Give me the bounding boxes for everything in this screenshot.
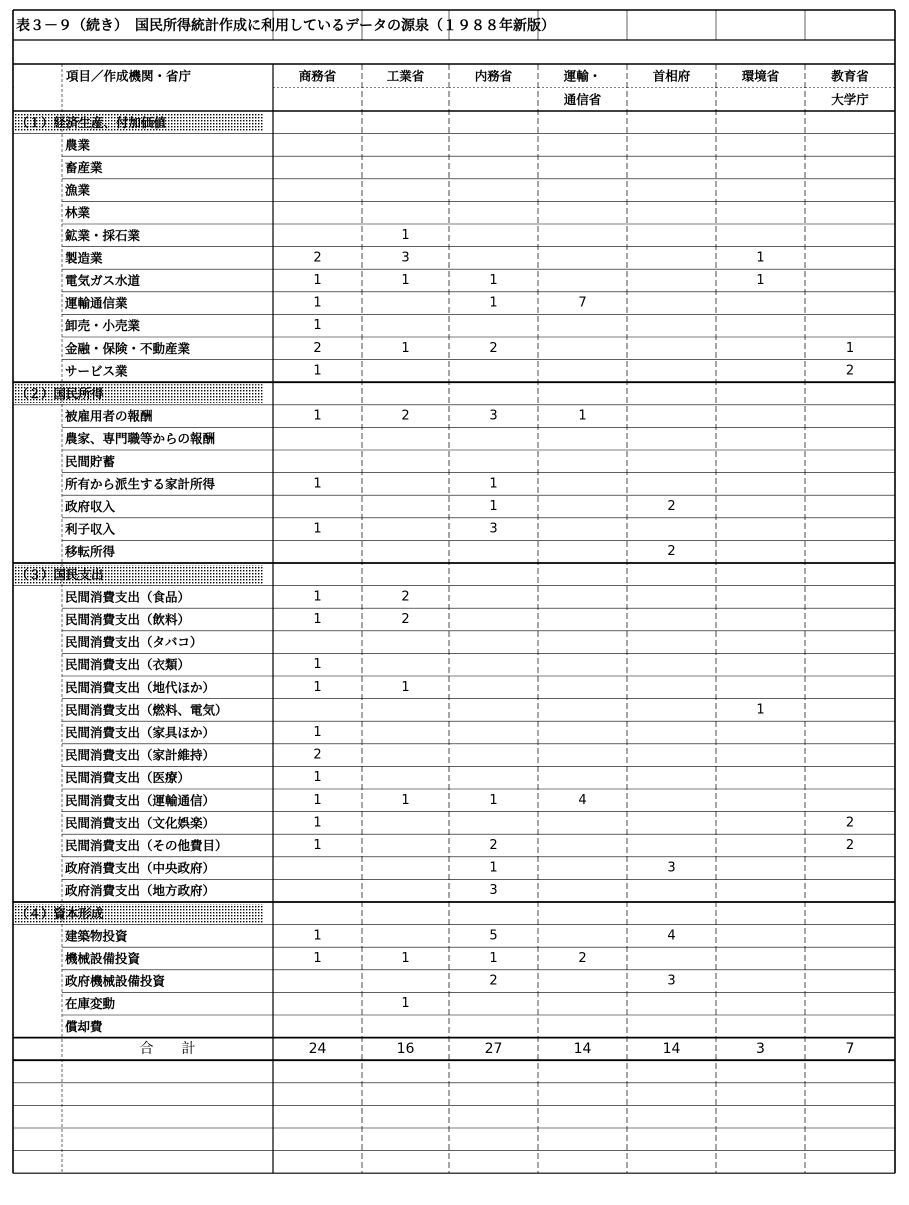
row-label: 被雇用者の報酬 (65, 408, 153, 424)
agency-header: 工業省 (386, 68, 425, 84)
page-title: 表３－９（続き） 国民所得統計作成に利用しているデータの源泉（１９８８年新版） (16, 18, 555, 34)
total-label: 合 計 (139, 1040, 196, 1057)
total-value: 27 (484, 1040, 503, 1057)
cell-value: 2 (401, 408, 410, 424)
cell-value: 5 (489, 928, 498, 944)
row-label: 民間消費支出（運輸通信） (65, 792, 216, 808)
row-label: 民間消費支出（飲料） (65, 612, 191, 627)
cell-value: 1 (756, 250, 765, 266)
cell-value: 1 (313, 951, 322, 966)
cell-value: 1 (756, 273, 765, 288)
row-label: 利子収入 (65, 521, 116, 537)
row-label: 金融・保険・不動産業 (65, 340, 191, 356)
cell-value: 4 (578, 792, 587, 808)
cell-value: 2 (489, 838, 498, 853)
cell-value: 1 (313, 408, 322, 424)
cell-value: 2 (667, 499, 676, 514)
row-label: 林業 (65, 205, 91, 221)
cell-value: 1 (313, 589, 322, 605)
total-value: 14 (662, 1040, 681, 1057)
agency-header: 内務省 (474, 68, 513, 84)
cell-value: 1 (489, 499, 498, 514)
cell-value: 2 (489, 973, 498, 989)
cell-value: 1 (313, 838, 322, 853)
cell-value: 1 (313, 476, 322, 492)
cell-value: 1 (313, 770, 322, 786)
row-label: 民間消費支出（衣類） (65, 657, 191, 673)
row-label: 所有から派生する家計所得 (65, 476, 216, 492)
cell-value: 3 (667, 860, 676, 876)
row-label: 製造業 (65, 250, 103, 266)
cell-value: 2 (313, 250, 322, 266)
cell-value: 1 (489, 476, 498, 492)
cell-value: 1 (313, 612, 322, 627)
row-label: 民間消費支出（家具ほか） (65, 725, 216, 740)
row-label: 政府機械設備投資 (65, 973, 166, 989)
cell-value: 3 (489, 883, 498, 899)
row-label: 民間貯蓄 (65, 453, 116, 469)
cell-value: 2 (489, 340, 498, 356)
row-label: 鉱業・採石業 (65, 227, 141, 243)
total-value: 14 (573, 1040, 592, 1057)
cell-value: 1 (313, 318, 322, 334)
cell-value: 1 (578, 408, 587, 424)
cell-value: 1 (489, 860, 498, 876)
cell-value: 1 (756, 702, 765, 718)
cell-value: 1 (401, 792, 410, 808)
row-label: 政府消費支出（中央政府） (65, 860, 216, 876)
section-label: （２）国民所得 (16, 386, 104, 401)
cell-value: 1 (401, 340, 410, 356)
total-value: 16 (396, 1040, 415, 1057)
cell-value: 7 (578, 295, 587, 311)
cell-value: 2 (845, 838, 855, 853)
cell-value: 1 (845, 340, 855, 356)
row-label: 在庫変動 (65, 996, 116, 1012)
agency-header: 運輸・ (563, 68, 602, 84)
cell-value: 2 (401, 589, 410, 605)
cell-value: 2 (313, 340, 322, 356)
section-label: （４）資本形成 (16, 905, 104, 921)
cell-value: 1 (313, 295, 322, 311)
row-label: 民間消費支出（文化娯楽） (65, 815, 216, 831)
row-label: 民間消費支出（地代ほか） (65, 679, 216, 695)
cell-value: 2 (401, 612, 410, 627)
agency-header: 教育省 (831, 68, 869, 84)
cell-value: 2 (578, 951, 587, 966)
row-label: 卸売・小売業 (65, 318, 141, 334)
row-label: 民間消費支出（燃料、電気） (65, 702, 228, 718)
cell-value: 1 (401, 273, 410, 288)
total-value: 7 (845, 1040, 855, 1057)
row-label: 移転所得 (65, 544, 116, 560)
row-label: 運輸通信業 (65, 295, 128, 311)
cell-value: 2 (313, 747, 322, 763)
cell-value: 1 (401, 951, 410, 966)
agency-header-sub: 大学庁 (831, 91, 869, 107)
agency-header: 首相府 (652, 68, 691, 84)
cell-value: 4 (667, 928, 676, 944)
cell-value: 2 (845, 363, 855, 379)
cell-value: 2 (667, 544, 676, 560)
row-label: 農家、専門職等からの報酬 (65, 431, 216, 447)
cell-value: 1 (313, 792, 322, 808)
cell-value: 1 (401, 227, 410, 243)
agency-header: 環境省 (741, 68, 780, 84)
row-label: 畜産業 (65, 160, 103, 175)
cell-value: 1 (401, 996, 410, 1012)
cell-value: 1 (489, 951, 498, 966)
row-label: 償却費 (65, 1018, 103, 1034)
cell-value: 1 (313, 273, 322, 288)
row-label: 政府収入 (65, 499, 116, 514)
row-label: 機械設備投資 (65, 951, 141, 966)
cell-value: 1 (401, 679, 410, 695)
cell-value: 3 (489, 521, 498, 537)
cell-value: 1 (313, 679, 322, 695)
row-label: 漁業 (65, 182, 91, 198)
cell-value: 1 (313, 725, 322, 740)
cell-value: 3 (667, 973, 676, 989)
cell-value: 1 (313, 363, 322, 379)
section-label: （１）経済生産、付加価値 (16, 114, 167, 130)
cell-value: 1 (489, 295, 498, 311)
item-column-header: 項目／作成機関・省庁 (66, 68, 192, 84)
row-label: 民間消費支出（タバコ） (65, 634, 203, 650)
row-label: 建築物投資 (65, 928, 128, 944)
agency-header: 商務省 (298, 68, 337, 84)
section-label: （３）国民支出 (16, 566, 104, 582)
cell-value: 1 (313, 521, 322, 537)
row-label: 農業 (65, 137, 91, 153)
cell-value: 2 (845, 815, 855, 831)
total-value: 24 (308, 1040, 327, 1057)
row-label: 民間消費支出（食品） (65, 589, 191, 605)
row-label: 電気ガス水道 (65, 273, 141, 288)
cell-value: 1 (313, 928, 322, 944)
cell-value: 1 (313, 657, 322, 673)
agency-header-sub: 通信省 (563, 91, 602, 107)
row-label: 民間消費支出（その他費目） (65, 838, 228, 853)
cell-value: 1 (489, 792, 498, 808)
cell-value: 3 (401, 250, 410, 266)
cell-value: 3 (489, 408, 498, 424)
row-label: サービス業 (65, 363, 128, 379)
row-label: 民間消費支出（医療） (65, 770, 191, 786)
cell-value: 1 (313, 815, 322, 831)
row-label: 民間消費支出（家計維持） (65, 747, 216, 763)
total-value: 3 (756, 1040, 765, 1057)
row-label: 政府消費支出（地方政府） (65, 883, 216, 899)
cell-value: 1 (489, 273, 498, 288)
